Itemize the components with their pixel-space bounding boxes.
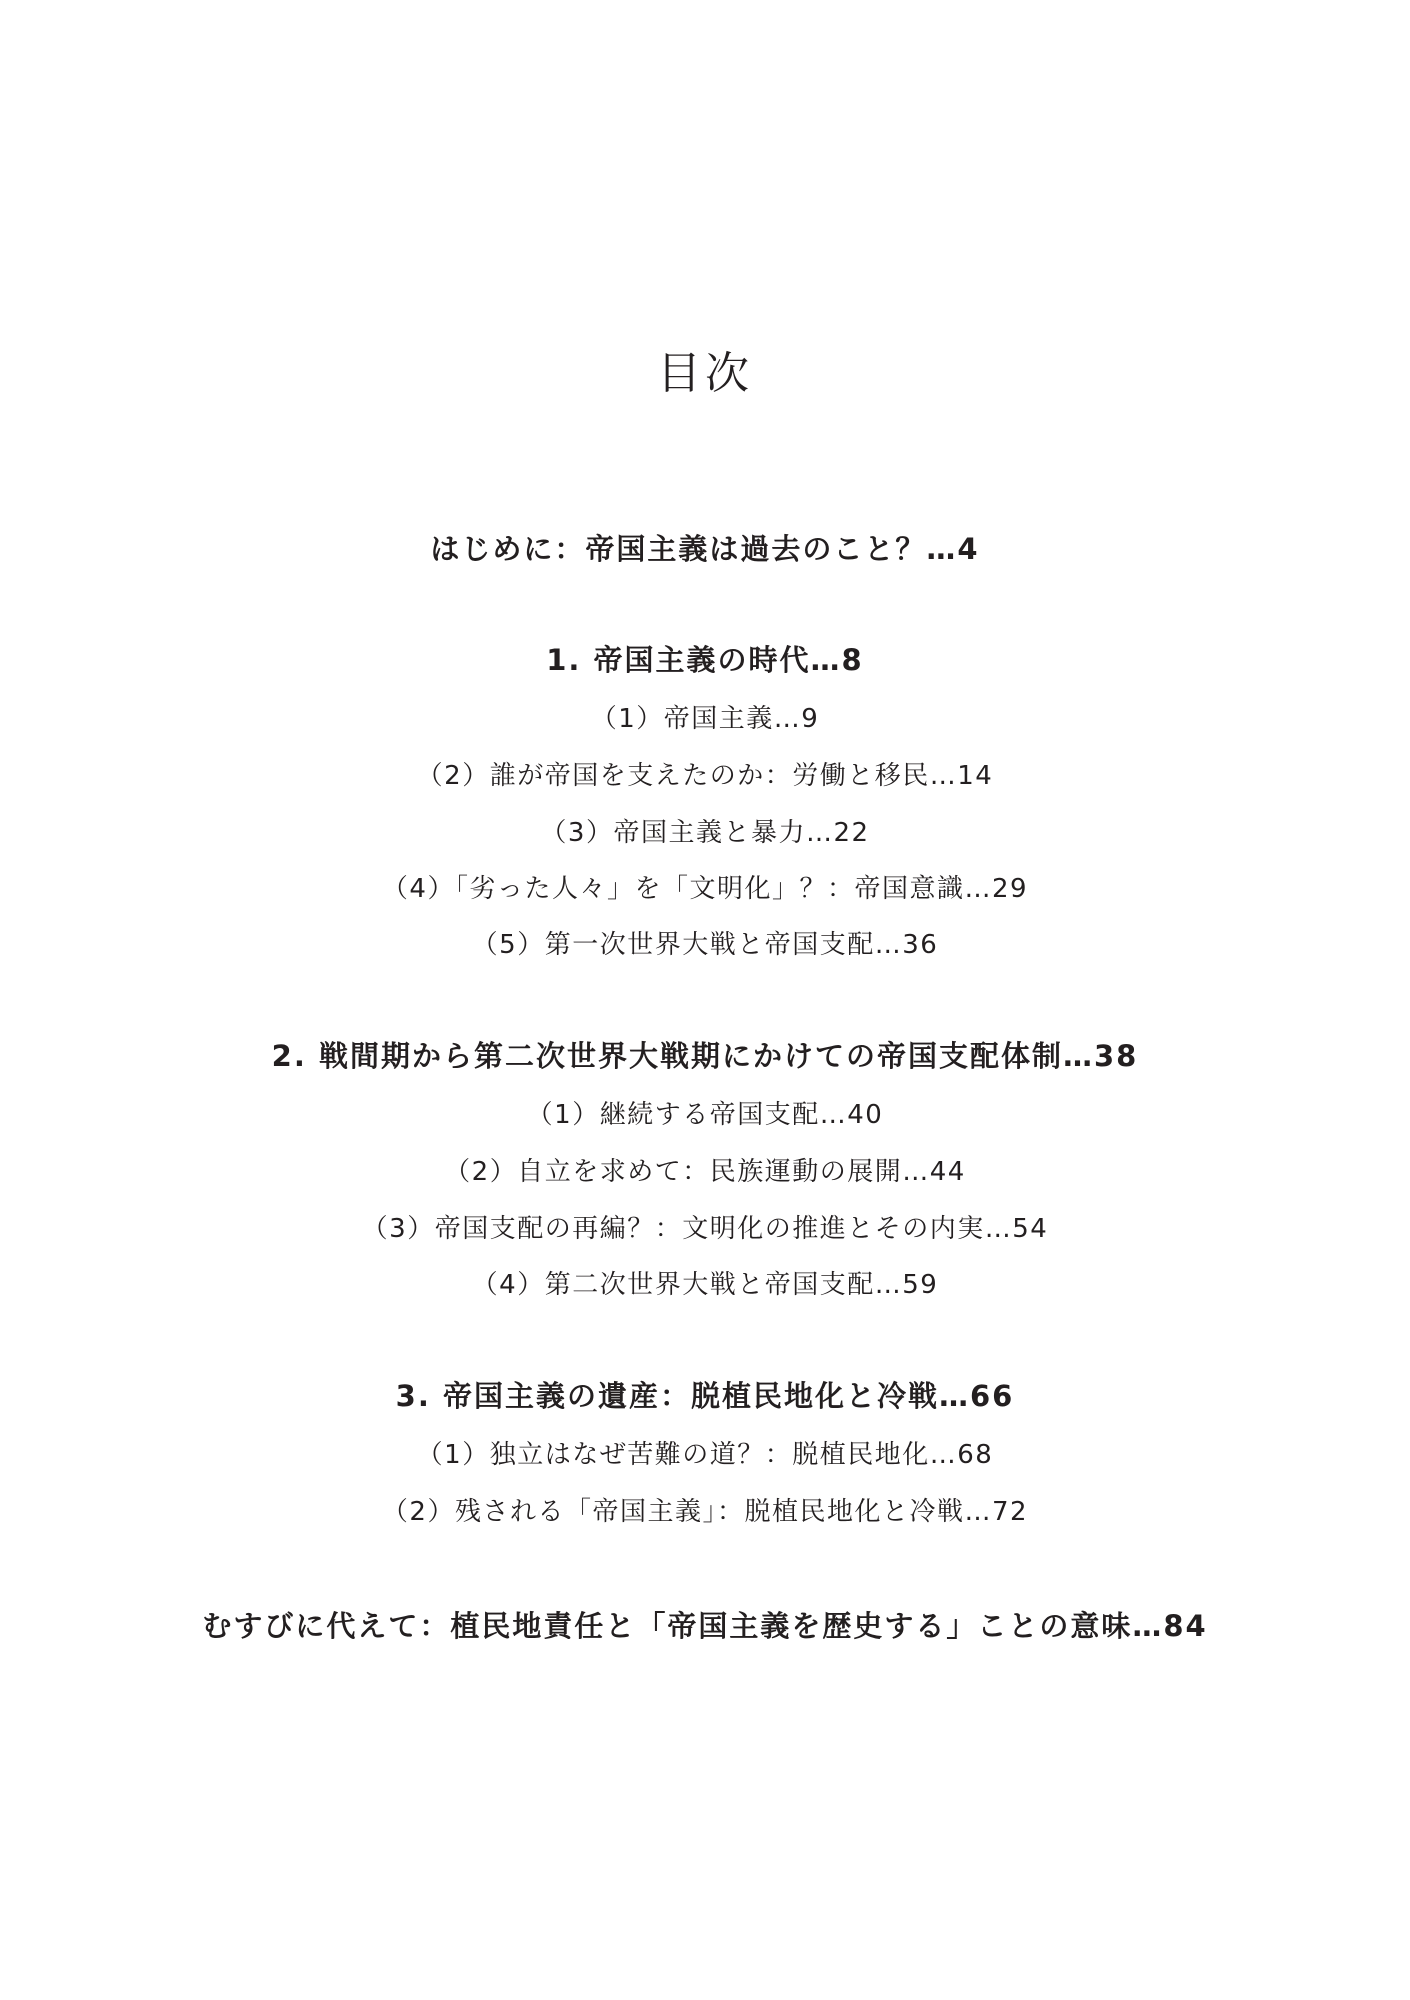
toc-section-1-1: （1）帝国主義…9 [590, 704, 820, 734]
toc-section-1-4: （4）「劣った人々」を「文明化」？：帝国意識…29 [381, 874, 1029, 904]
toc-section-2-4: （4）第二次世界大戦と帝国支配…59 [471, 1270, 939, 1300]
toc-section-1-2: （2）誰が帝国を支えたのか：労働と移民…14 [416, 761, 994, 791]
toc-section-1-3: （3）帝国主義と暴力…22 [540, 818, 870, 848]
toc-section-3-1: （1）独立はなぜ苦難の道？：脱植民地化…68 [416, 1440, 994, 1470]
toc-chapter-3-heading: 3. 帝国主義の遺産：脱植民地化と冷戦…66 [395, 1379, 1015, 1413]
toc-entry-intro: はじめに：帝国主義は過去のこと？…4 [430, 532, 980, 566]
toc-section-2-1: （1）継続する帝国支配…40 [526, 1100, 884, 1130]
toc-chapter-1-heading: 1. 帝国主義の時代…8 [546, 643, 864, 677]
toc-title: 目次 [657, 348, 753, 399]
toc-section-1-5: （5）第一次世界大戦と帝国支配…36 [471, 930, 939, 960]
toc-entry-conclusion: むすびに代えて：植民地責任と「帝国主義を歴史する」ことの意味…84 [202, 1609, 1208, 1643]
toc-chapter-2-heading: 2. 戦間期から第二次世界大戦期にかけての帝国支配体制…38 [271, 1039, 1139, 1073]
toc-section-2-3: （3）帝国支配の再編？：文明化の推進とその内実…54 [361, 1214, 1049, 1244]
toc-section-3-2: （2）残される「帝国主義」：脱植民地化と冷戦…72 [381, 1497, 1029, 1527]
toc-section-2-2: （2）自立を求めて：民族運動の展開…44 [444, 1157, 966, 1187]
